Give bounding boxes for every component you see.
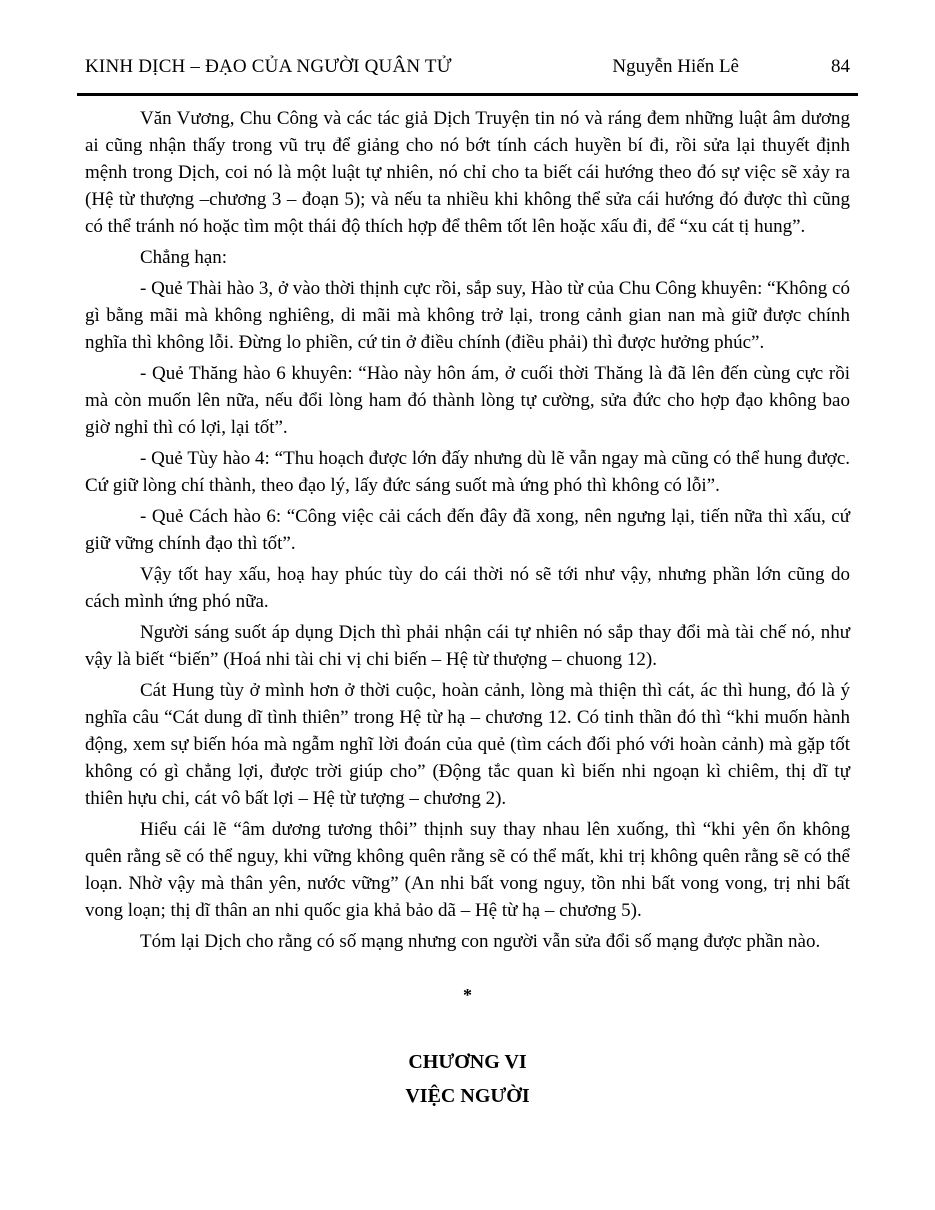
book-title: KINH DỊCH – ĐẠO CỦA NGƯỜI QUÂN TỬ <box>85 56 452 77</box>
paragraph-nguoi-sang-suot: Người sáng suốt áp dụng Dịch thì phải nhận cái tự nhiên nó sắp thay đổi mà tài chế nó, như vậy là biết “biến” (Hoá nhi tài chi vị chi biến – Hệ từ thượng – chuong 12). <box>85 622 850 670</box>
page-number: 84 <box>831 56 850 77</box>
body-text <box>85 105 850 955</box>
chapter-title-heading: VIỆC NGƯỜI <box>405 1085 530 1107</box>
paragraph-intro: Văn Vương, Chu Công và các tác giả Dịch Truyện tin nó và ráng đem những luật âm dương ai cũng nhận thấy trong vũ trụ để giảng cho nó bớt tính cách huyền bí đi, rồi sửa lại thuyết định mệnh trong Dịch, coi nó là một luật tự nhiên, nó chỉ cho ta biết cái hướng theo đó sự việc sẽ xảy ra (Hệ từ thượng –chương 3 – đoạn 5); và nếu ta nhiều khi không thể sửa cái hướng đó được thì cũng có thể tránh nó hoặc tìm một thái độ thích hợp để thêm tốt lên hoặc xấu đi, để “xu cát tị hung”. <box>85 108 850 237</box>
header-rule <box>77 93 858 96</box>
paragraph-hieu-cai-le: Hiểu cái lẽ “âm dương tương thôi” thịnh suy thay nhau lên xuống, thì “khi yên ổn không quên rằng sẽ có thể nguy, khi vững không quên rằng sẽ có thể mất, khi trị không quên rằng sẽ có thể loạn. Nhờ vậy mà thân yên, nước vững” (An nhi bất vong nguy, tồn nhi bất vong vong, trị nhi bất vong loạn; thị dĩ thân an nhi quốc gia khả bảo dã – Hệ từ hạ – chương 5). <box>85 819 850 921</box>
paragraph-vay-tot: Vậy tốt hay xấu, hoạ hay phúc tùy do cái thời nó sẽ tới như vậy, nhưng phần lớn cũng do cách mình ứng phó nữa. <box>85 564 850 612</box>
paragraph-que-tuy: - Quẻ Tùy hào 4: “Thu hoạch được lớn đấy nhưng dù lẽ vẫn ngay mà cũng có thể hung được. Cứ giữ lòng chí thành, theo đạo lý, lấy đức sáng suốt mà ứng phó thì không có lỗi”. <box>85 448 850 496</box>
paragraph-tom-lai: Tóm lại Dịch cho rằng có số mạng nhưng con người vẫn sửa đổi số mạng được phần nào. <box>140 931 821 952</box>
paragraph-chang-han: Chẳng hạn: <box>140 247 228 268</box>
paragraph-que-thai: - Quẻ Thài hào 3, ở vào thời thịnh cực rồi, sắp suy, Hào từ của Chu Công khuyên: “Không có gì bằng mãi mà không nghiêng, di mãi mà không trở lại, trong cảnh gian nan mà giữ được chính nghĩa thì không lỗi. Đừng lo phiền, cứ tin ở điều chính (điều phải) thì được hưởng phúc”. <box>85 278 850 353</box>
paragraph-que-cach: - Quẻ Cách hào 6: “Công việc cải cách đến đây đã xong, nên ngưng lại, tiến nữa thì xấu, cứ giữ vững chính đạo thì tốt”. <box>85 506 850 554</box>
section-separator-asterisk: * <box>463 985 472 1005</box>
author-name: Nguyễn Hiến Lê <box>612 56 739 77</box>
page-header <box>85 54 850 80</box>
chapter-number-heading: CHƯƠNG VI <box>408 1051 527 1073</box>
paragraph-que-thang: - Quẻ Thăng hào 6 khuyên: “Hào này hôn ám, ở cuối thời Thăng là đã lên đến cùng cực rồi mà còn muốn lên nữa, nếu đổi lòng ham đó thành lòng tự cường, sửa đức cho hợp đạo không bao giờ nghỉ thì có lợi, lại tốt”. <box>85 363 850 438</box>
paragraph-cat-hung: Cát Hung tùy ở mình hơn ở thời cuộc, hoàn cảnh, lòng mà thiện thì cát, ác thì hung, đó là ý nghĩa câu “Cát dung dĩ tình thiên” trong Hệ từ hạ – chương 12. Có tinh thần đó thì “khi muốn hành động, xem sự biến hóa mà ngẫm nghĩ lời đoán của quẻ (tìm cách đối phó với hoàn cảnh) mà gặp tốt không có gì chẳng lợi, được trời giúp cho” (Động tắc quan kì biến nhi ngoạn kì chiêm, thị dĩ tự thiên hựu chi, cát vô bất lợi – Hệ từ tượng – chương 2). <box>85 680 850 809</box>
